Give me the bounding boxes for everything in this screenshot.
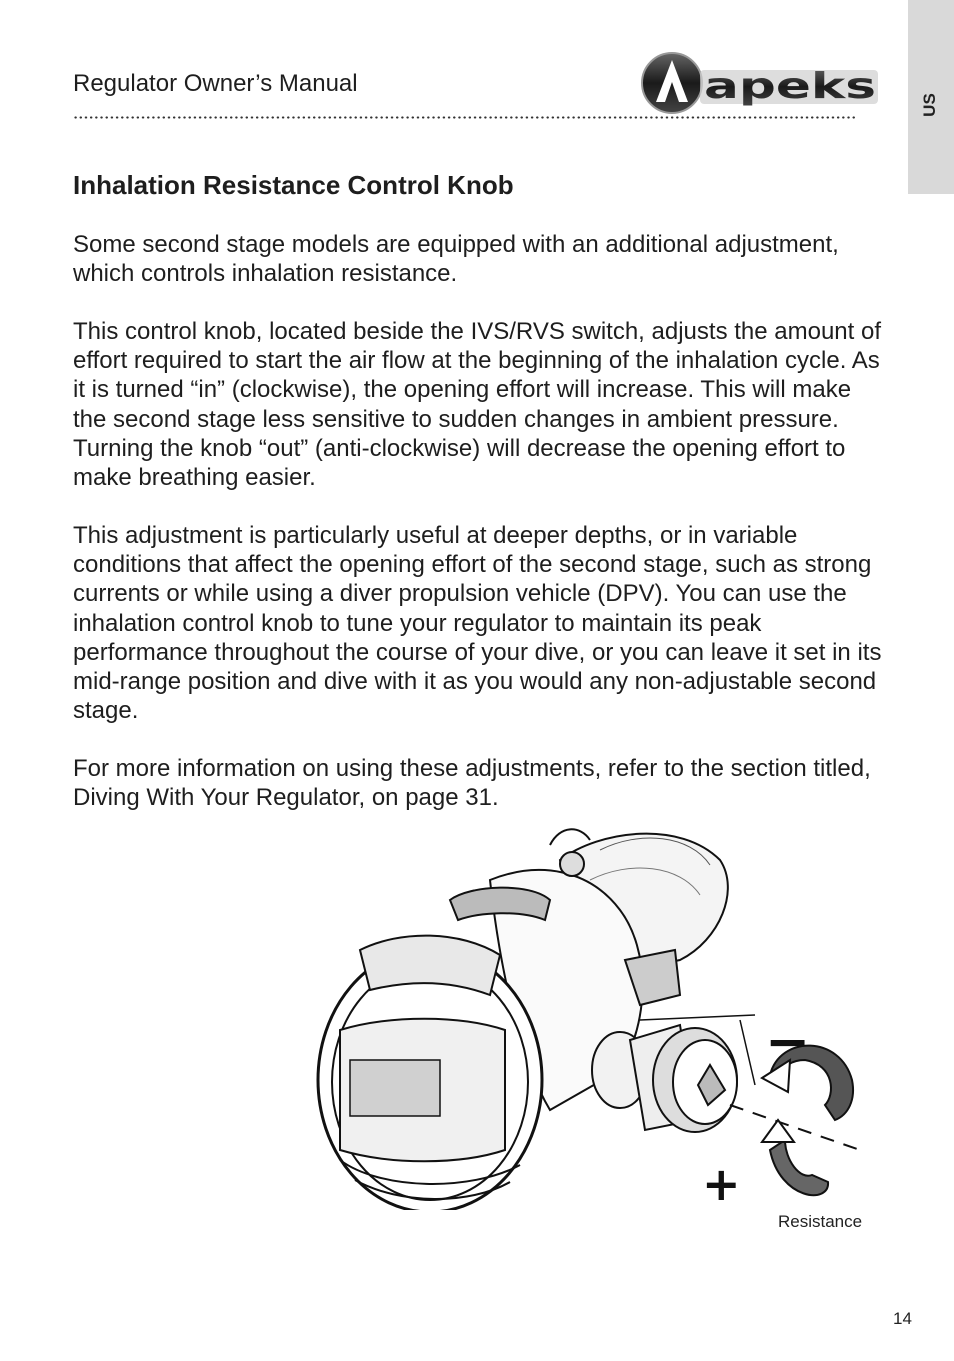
figure-caption: Resistance xyxy=(778,1212,863,1231)
page-number: 14 xyxy=(893,1309,912,1328)
language-tab-label: US xyxy=(920,93,939,117)
paragraph-1: Some second stage models are equipped with an additional adjustment, which controls inhalation resistance. xyxy=(73,231,839,288)
header-divider xyxy=(73,116,855,119)
plus-symbol: + xyxy=(702,1157,741,1210)
paragraph-4: For more information on using these adjustments, refer to the section titled, Diving With Your Regulator, on page 31. xyxy=(73,755,871,812)
minus-symbol: − xyxy=(765,1010,811,1073)
section-title: Inhalation Resistance Control Knob xyxy=(73,170,514,200)
paragraph-2: This control knob, located beside the IVS/RVS switch, adjusts the amount of effort required to start the air flow at the beginning of the inhalation cycle. As it is turned “in” (clockwise), the opening effort will increase. This will make the second stage less sensitive to sudden changes in ambient pressure. Turning the knob “out” (anti-clockwise) will decrease the opening effort to make breathing easier. xyxy=(73,318,881,492)
manual-title: Regulator Owner’s Manual xyxy=(73,70,358,97)
regulator-illustration xyxy=(300,820,880,1210)
svg-text:apeks: apeks xyxy=(704,66,876,107)
apeks-logo xyxy=(638,50,884,116)
paragraph-3: This adjustment is particularly useful at deeper depths, or in variable conditions that affect the opening effort of the second stage, such as strong currents or while using a diver propulsion vehicle (DPV). You can use the inhalation control knob to tune your regulator to maintain its peak performance throughout the course of your dive, or you can leave it set in its mid-range position and dive with it as you would any non-adjustable second stage. xyxy=(73,522,882,725)
